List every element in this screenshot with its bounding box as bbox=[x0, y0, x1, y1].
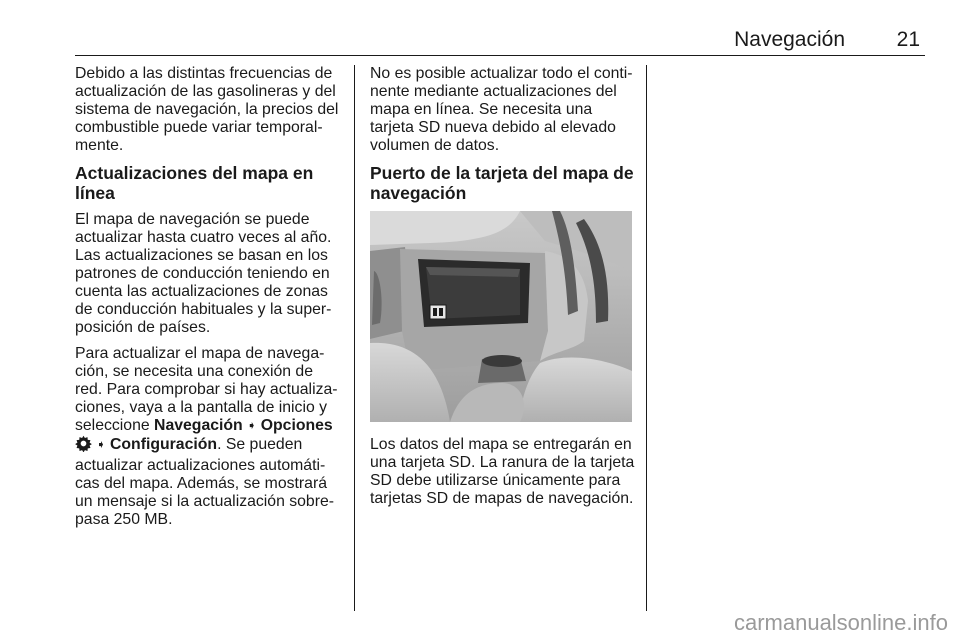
text-line: pasa 250 MB. bbox=[75, 511, 173, 528]
text-line: ción, se necesita una conexión de bbox=[75, 363, 313, 380]
heading-line: navegación bbox=[370, 183, 467, 203]
text-line: cuenta las actualizaciones de zonas bbox=[75, 283, 328, 300]
text-line: una tarjeta SD. La ranura de la tarjeta bbox=[370, 454, 635, 471]
text-line: de conducción habituales y la super- bbox=[75, 301, 332, 318]
menu-item-configuracion: Configuración bbox=[110, 436, 218, 453]
menu-item-opciones: Opciones bbox=[260, 417, 333, 434]
text-line: combustible puede variar temporal- bbox=[75, 119, 323, 136]
arrow-right-icon: ➧ bbox=[96, 439, 106, 451]
text-line bbox=[75, 417, 345, 435]
arrow-right-icon: ➧ bbox=[247, 420, 257, 432]
text-line: patrones de conducción teniendo en bbox=[75, 265, 330, 282]
text-line: posición de países. bbox=[75, 319, 211, 336]
text-line: mente. bbox=[75, 137, 124, 154]
select-text: seleccione bbox=[75, 417, 155, 434]
page-number: 21 bbox=[896, 28, 920, 51]
text-line: Los datos del mapa se entregarán en bbox=[370, 436, 632, 453]
text-line: cas del mapa. Además, se mostrará bbox=[75, 475, 327, 492]
console-sd-slot-photo bbox=[370, 211, 632, 422]
text-line: un mensaje si la actualización sobre- bbox=[75, 493, 335, 510]
heading-line: línea bbox=[75, 183, 115, 203]
text-line: SD debe utilizarse únicamente para bbox=[370, 472, 621, 489]
text-line bbox=[75, 435, 345, 457]
text-line: nente mediante actualizaciones del bbox=[370, 83, 617, 100]
heading-online-map-updates bbox=[75, 163, 345, 203]
gear-icon bbox=[75, 435, 92, 457]
column-left bbox=[75, 65, 345, 537]
text-line: No es posible actualizar todo el conti- bbox=[370, 65, 633, 82]
text-line: ciones, vaya a la pantalla de inicio y bbox=[75, 399, 328, 416]
text-line: sistema de navegación, la precios del bbox=[75, 101, 339, 118]
text-line: actualización de las gasolineras y del bbox=[75, 83, 336, 100]
heading-line: Puerto de la tarjeta del mapa de bbox=[370, 163, 634, 183]
section-title: Navegación bbox=[734, 28, 845, 51]
text-line: red. Para comprobar si hay actualiza- bbox=[75, 381, 338, 398]
text-fragment: . Se pueden bbox=[217, 436, 303, 453]
paragraph-continent-update bbox=[370, 65, 632, 155]
column-divider-right bbox=[646, 65, 647, 611]
text-line: actualizar actualizaciones automáti- bbox=[75, 457, 326, 474]
text-line: actualizar hasta cuatro veces al año. bbox=[75, 229, 332, 246]
menu-item-navegacion: Navegación bbox=[154, 417, 243, 434]
paragraph-update-frequency bbox=[75, 211, 345, 337]
paragraph-sd-card-info bbox=[370, 436, 635, 508]
header-divider bbox=[75, 55, 925, 56]
column-divider-left bbox=[354, 65, 355, 611]
text-line: El mapa de navegación se puede bbox=[75, 211, 310, 228]
text-line: tarjetas SD de mapas de navegación. bbox=[370, 490, 634, 507]
column-middle bbox=[370, 65, 635, 516]
heading-line: Actualizaciones del mapa en bbox=[75, 163, 314, 183]
text-line: mapa en línea. Se necesita una bbox=[370, 101, 593, 118]
text-line: Para actualizar el mapa de navega- bbox=[75, 345, 325, 362]
text-line: volumen de datos. bbox=[370, 137, 500, 154]
watermark: carmanualsonline.info bbox=[733, 610, 948, 635]
text-line: tarjeta SD nueva debido al elevado bbox=[370, 119, 616, 136]
text-line: Las actualizaciones se basan en los bbox=[75, 247, 328, 264]
text-line: Debido a las distintas frecuencias de bbox=[75, 65, 333, 82]
heading-sd-card-port bbox=[370, 163, 632, 203]
paragraph-fuel-prices bbox=[75, 65, 345, 155]
paragraph-update-procedure bbox=[75, 345, 345, 529]
